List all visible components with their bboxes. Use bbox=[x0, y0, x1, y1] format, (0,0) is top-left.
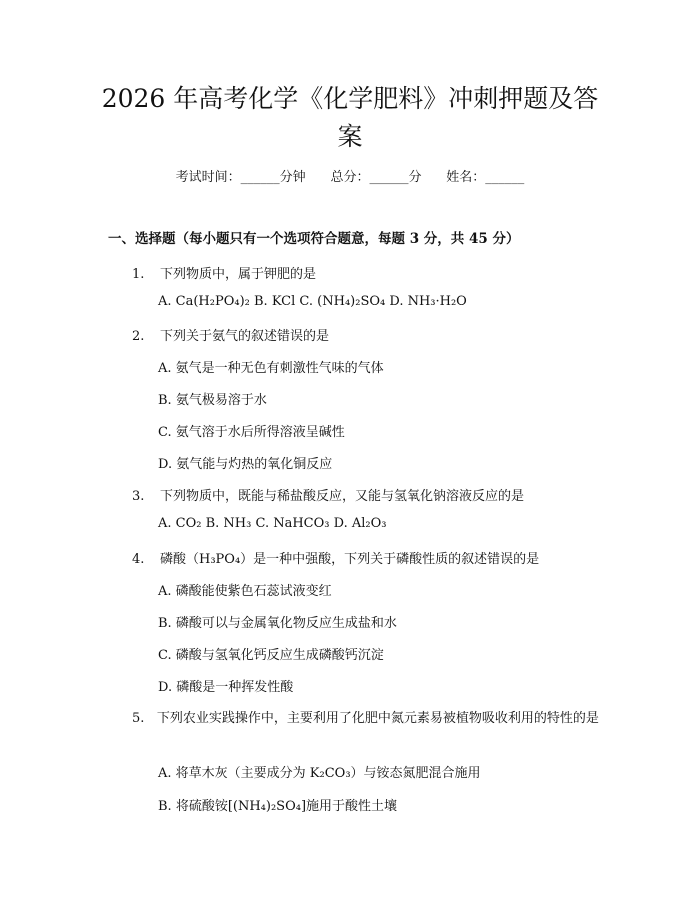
question-3-options: A. CO₂ B. NH₃ C. NaHCO₃ D. Al₂O₃ bbox=[158, 516, 387, 531]
question-5 bbox=[108, 706, 608, 731]
question-3 bbox=[132, 485, 524, 504]
option-d: D. 磷酸是一种挥发性酸 bbox=[158, 680, 294, 695]
question-number: 1. bbox=[132, 267, 145, 282]
option-b: B. 将硫酸铵[(NH₄)₂SO₄]施用于酸性土壤 bbox=[158, 799, 398, 814]
option-a: A. 磷酸能使紫色石蕊试液变红 bbox=[158, 584, 332, 599]
question-stem: 磷酸（H₃PO₄）是一种中强酸，下列关于磷酸性质的叙述错误的是 bbox=[160, 552, 540, 567]
question-stem: 下列关于氨气的叙述错误的是 bbox=[160, 329, 330, 344]
option-a: A. 氨气是一种无色有刺激性气味的气体 bbox=[158, 361, 384, 376]
question-stem: 下列农业实践操作中，主要利用了化肥中氮元素易被植物吸收利用的特性的是 bbox=[156, 711, 599, 726]
option-c: C. 磷酸与氢氧化钙反应生成磷酸钙沉淀 bbox=[158, 648, 384, 663]
option-c: C. 氨气溶于水后所得溶液呈碱性 bbox=[158, 425, 345, 440]
question-4 bbox=[132, 548, 539, 567]
question-1-options: A. Ca(H₂PO₄)₂ B. KCl C. (NH₄)₂SO₄ D. NH₃·H₂O bbox=[158, 294, 467, 309]
page-title: 2026 年高考化学《化学肥料》冲刺押题及答案 bbox=[101, 84, 599, 151]
total-score-field: 总分：______分 bbox=[330, 170, 422, 185]
question-number: 5. bbox=[132, 711, 145, 726]
question-number: 3. bbox=[132, 489, 145, 504]
question-2 bbox=[132, 325, 329, 344]
question-number: 4. bbox=[132, 552, 145, 567]
option-a: A. 将草木灰（主要成分为 K₂CO₃）与铵态氮肥混合施用 bbox=[158, 766, 481, 781]
section-heading: 一、选择题（每小题只有一个选项符合题意，每题 3 分，共 45 分） bbox=[108, 231, 520, 247]
student-name-field: 姓名：______ bbox=[446, 170, 525, 185]
question-1 bbox=[132, 263, 316, 282]
exam-time-field: 考试时间：______分钟 bbox=[175, 170, 306, 185]
option-b: B. 磷酸可以与金属氧化物反应生成盐和水 bbox=[158, 616, 397, 631]
question-number: 2. bbox=[132, 329, 145, 344]
option-d: D. 氨气能与灼热的氧化铜反应 bbox=[158, 457, 333, 472]
question-stem: 下列物质中，既能与稀盐酸反应，又能与氢氧化钠溶液反应的是 bbox=[160, 489, 525, 504]
option-b: B. 氨气极易溶于水 bbox=[158, 393, 267, 408]
exam-info-line bbox=[0, 166, 700, 185]
question-stem: 下列物质中，属于钾肥的是 bbox=[160, 267, 317, 282]
